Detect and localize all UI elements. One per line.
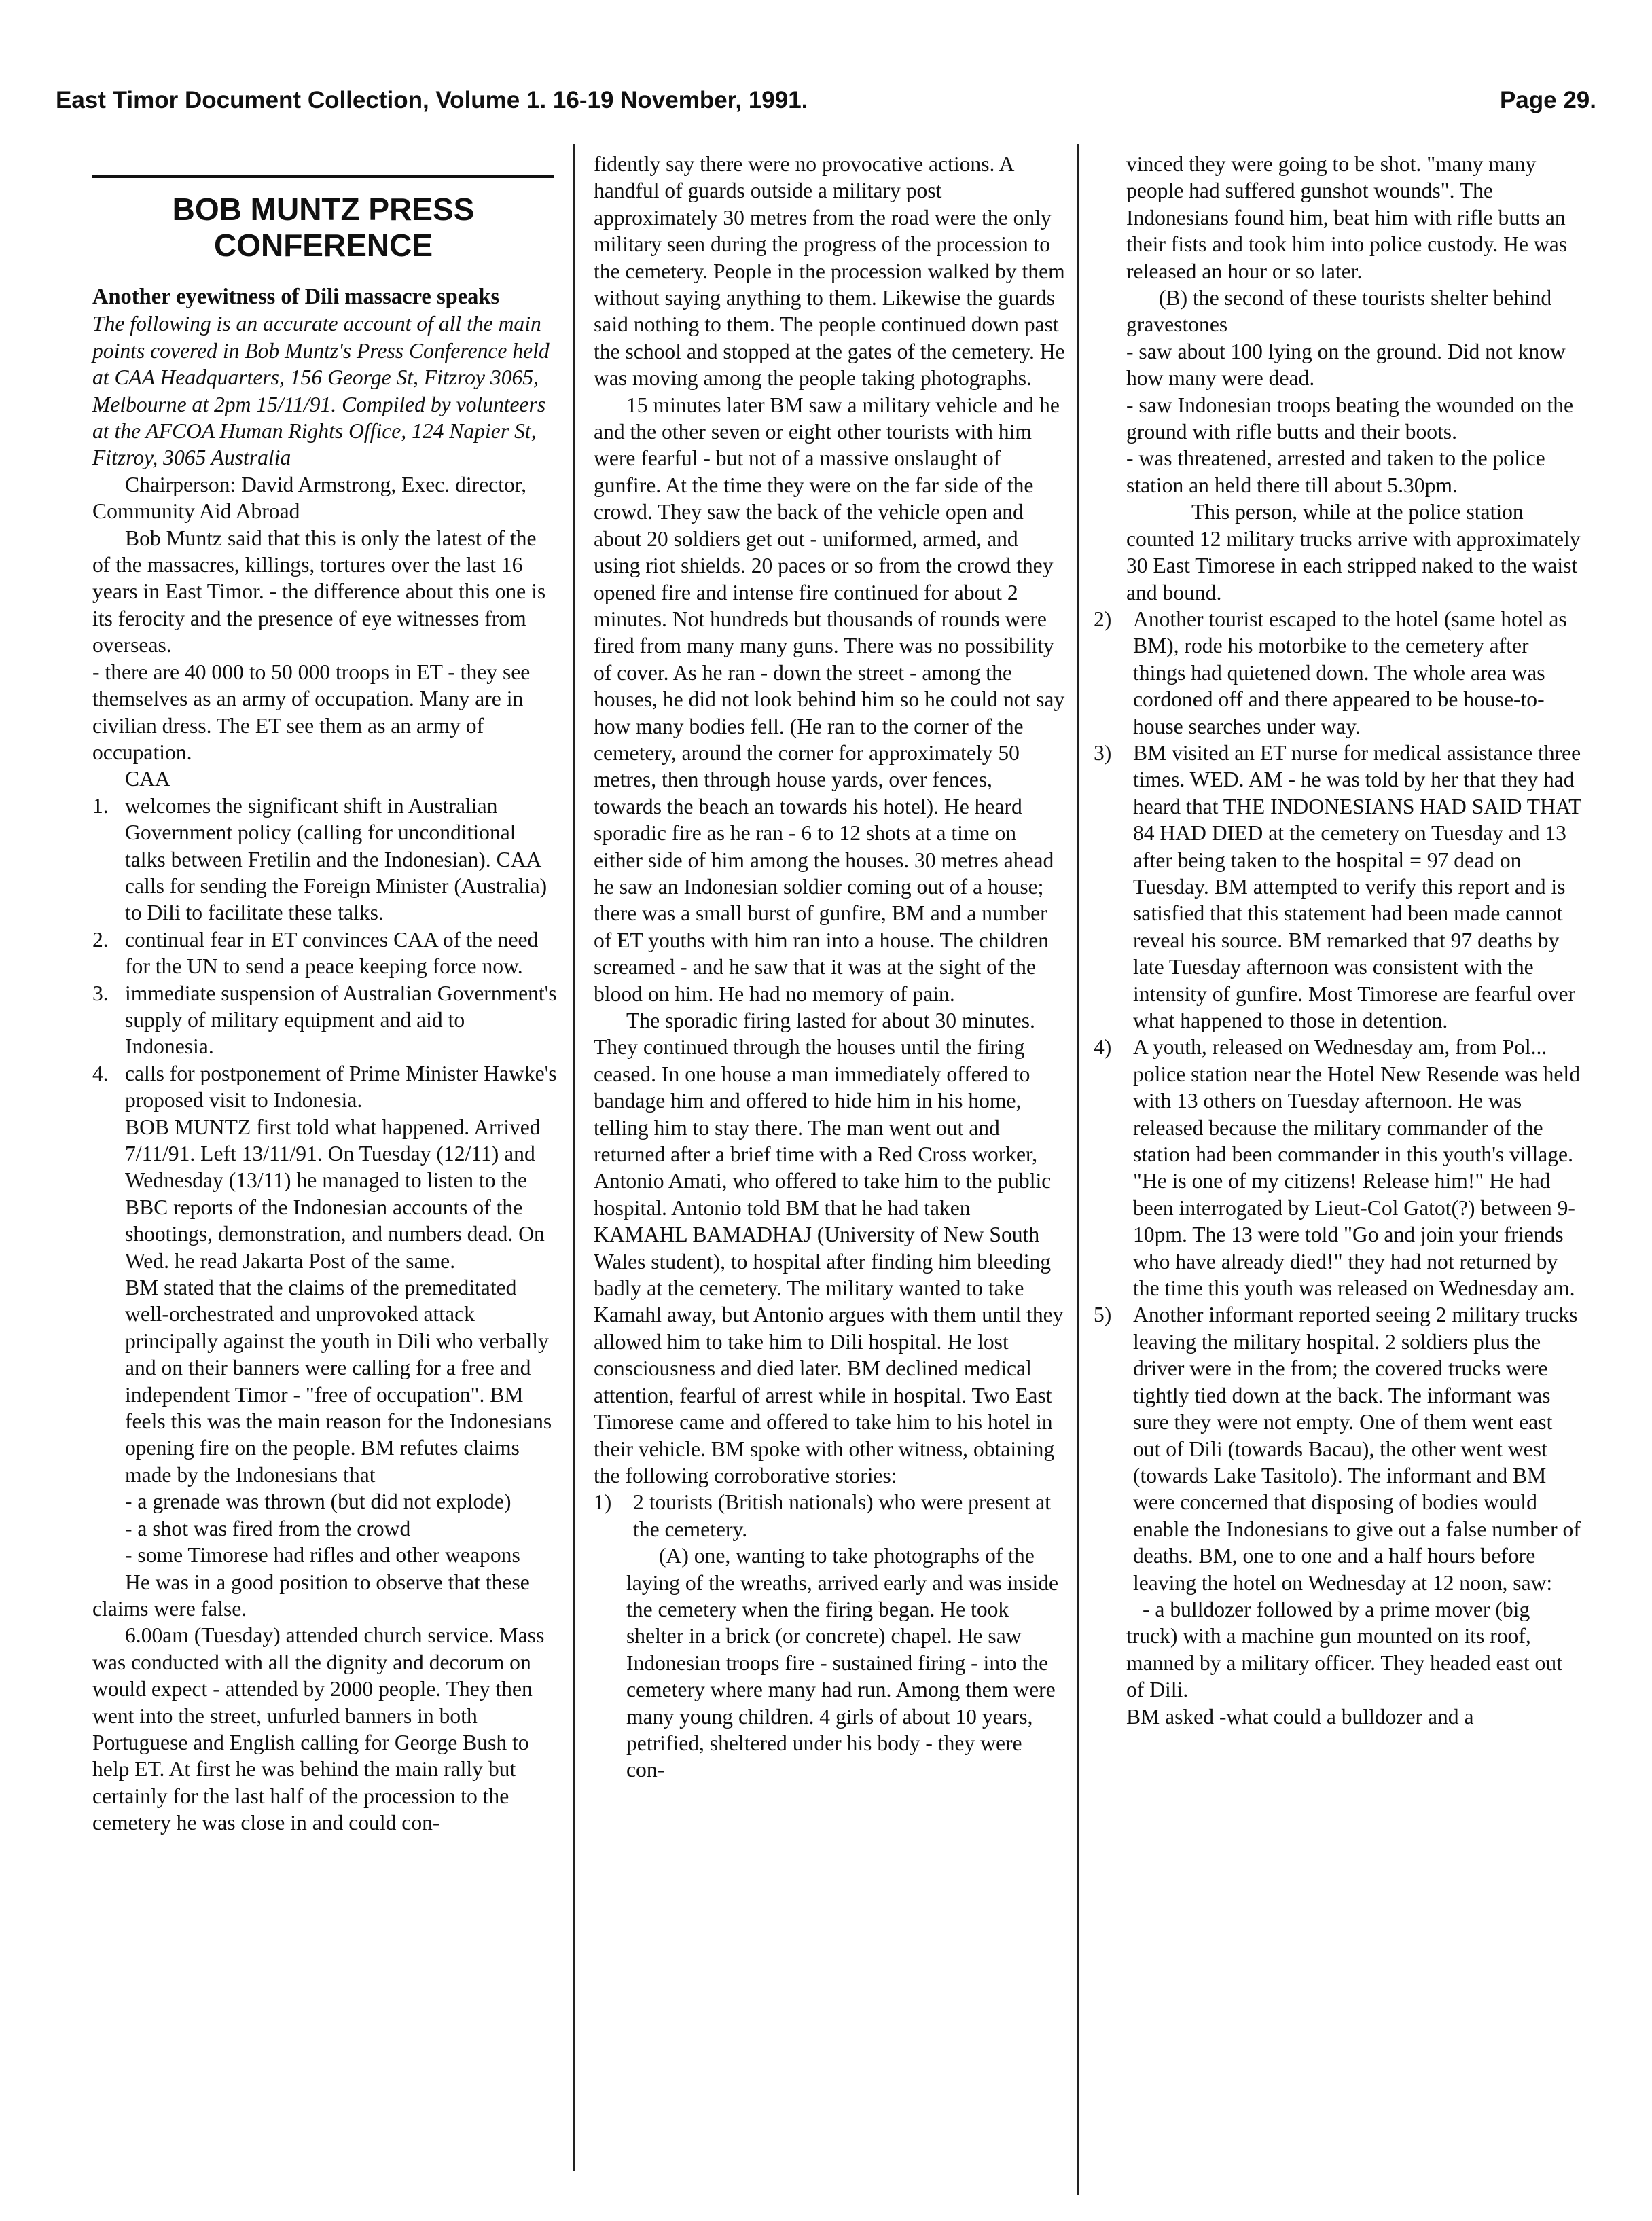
page-number: Page 29. (1499, 87, 1596, 113)
claim-item: - a shot was fired from the crowd (125, 1516, 411, 1540)
paragraph: BM asked -what could a bulldozer and a (1126, 1704, 1474, 1729)
list-text: Another tourist escaped to the hotel (same hotel as BM), rode his motorbike to the cemetery after things had quietened down. The whole area was cordoned off and there appeared to be house-to-house searches under way. (1133, 607, 1567, 738)
column-divider-left (573, 144, 575, 2171)
list-text: calls for postponement of Prime Minister Hawke's proposed visit to Indonesia. (125, 1061, 557, 1113)
paragraph: (A) one, wanting to take photographs of the laying of the wreaths, arrived early and was inside the cemetery when the firing began. He took shelter in a brick (or concrete) chapel. He saw Indonesian troops fire - sustained firing - into the cemetery where many had run. Among them were many young children. 4 girls of about 10 years, petrified, sheltered under his body - they were con- (626, 1544, 1059, 1782)
witness-list (594, 1489, 1065, 1542)
list-number: 4. (92, 1061, 109, 1085)
chairperson-line: Chairperson: David Armstrong, Exec. director, Community Aid Abroad (92, 472, 526, 524)
column-divider-right (1077, 144, 1079, 2195)
list-text: A youth, released on Wednesday am, from Pol... police station near the Hotel New Resende was held with 13 others on Tuesday afternoon. He was released because the military commander of the station had been commander in this youth's village. "He is one of my citizens! Release him!" He had been interrogated by Lieut-Col Gatot(?) between 9-10pm. The 13 were told "Go and join your friends who have already died!" they had not returned by the time this youth was released on Wednesday am. (1133, 1035, 1580, 1301)
list-item (92, 980, 558, 1060)
list-number: 3. (92, 981, 109, 1005)
list-number: 1. (92, 793, 109, 818)
witness-list-continued (1094, 606, 1583, 1596)
running-header (56, 80, 1596, 121)
paragraph: - there are 40 000 to 50 000 troops in ET - they see themselves as an army of occupation. Many are in civilian dress. The ET see them as an army of occupation. (92, 660, 531, 764)
column-1 (92, 284, 558, 1837)
claim-item: - a grenade was thrown (but did not explode) (125, 1489, 511, 1514)
caa-heading: CAA (125, 767, 170, 791)
list-item (594, 1489, 1065, 1542)
paragraph: BOB MUNTZ first told what happened. Arrived 7/11/91. Left 13/11/91. On Tuesday (12/11) and Wednesday (13/11) he managed to listen to the BBC reports of the Indonesian accounts of the shootings, demonstration, and numbers dead. On Wed. he read Jakarta Post of the same. (125, 1115, 545, 1273)
article-intro: The following is an accurate account of all the main points covered in Bob Muntz's Press Conference held at CAA Headquarters, 156 George St, Fitzroy 3065, Melbourne at 2pm 15/11/91. Compiled by volunteers at the AFCOA Human Rights Office, 124 Napier St, Fitzroy, 3065 Australia (92, 312, 550, 470)
observation-item: - was threatened, arrested and taken to the police station an held there till about 5.30pm. (1126, 446, 1545, 497)
list-text: 2 tourists (British nationals) who were present at the cemetery. (633, 1490, 1052, 1541)
list-text: continual fear in ET convinces CAA of the need for the UN to send a peace keeping force now. (125, 927, 539, 979)
article-title: BOB MUNTZ PRESS CONFERENCE (172, 192, 475, 263)
column-2 (594, 151, 1065, 1784)
claim-item: - some Timorese had rifles and other weapons (125, 1543, 520, 1568)
list-item (1094, 1034, 1583, 1301)
column-3 (1094, 151, 1583, 1730)
observation-item: - saw Indonesian troops beating the wounded on the ground with rifle butts and their boots. (1126, 393, 1574, 444)
list-item (1094, 740, 1583, 1034)
paragraph: (B) the second of these tourists shelter behind gravestones (1126, 286, 1552, 337)
list-number: 2) (1094, 607, 1112, 631)
list-item (1094, 606, 1583, 740)
list-number: 3) (1094, 740, 1112, 765)
list-text: welcomes the significant shift in Australian Government policy (calling for unconditional talks between Fretilin and the Indonesian). CAA calls for sending the Foreign Minister (Australia) to Dili to facilitate these talks. (125, 793, 547, 925)
title-rule (92, 175, 554, 178)
collection-title: East Timor Document Collection, Volume 1. 16-19 November, 1991. (56, 87, 808, 113)
paragraph: BM stated that the claims of the premeditated well-orchestrated and unprovoked attack principally against the youth in Dili who verbally and on their banners were calling for a free and independent Timor - "free of occupation". BM feels this was the main reason for the Indonesians opening fire on the people. BM refutes claims made by the Indonesians that (125, 1276, 552, 1487)
list-item (92, 926, 558, 980)
list-number: 2. (92, 927, 109, 952)
list-number: 4) (1094, 1035, 1112, 1060)
article-subtitle: Another eyewitness of Dili massacre speaks (92, 285, 500, 309)
list-text: Another informant reported seeing 2 military trucks leaving the military hospital. 2 soldiers plus the driver were in the from; the covered trucks were tightly tied down at the back. The informant was sure they were not empty. One of them went east out of Dili (towards Bacau), the other went west (towards Lake Tasitolo). The informant and BM were concerned that disposing of bodies would enable the Indonesians to give out a false number of deaths. BM, one to one and a half hours before leaving the hotel on Wednesday at 12 noon, saw: (1133, 1303, 1581, 1595)
paragraph: vinced they were going to be shot. "many many people had suffered gunshot wounds". The Indonesians found him, beat him with rifle butts an their fists and took him into police custody. He was released an hour or so later. (1126, 152, 1568, 283)
paragraph: 6.00am (Tuesday) attended church service. Mass was conducted with all the dignity and decorum on would expect - attended by 2000 people. They then went into the street, unfurled banners in both Portuguese and English calling for George Bush to help ET. At first he was behind the main rally but certainly for the last half of the procession to the cemetery he was close in and could con- (92, 1623, 545, 1835)
caa-demands-list (92, 793, 558, 1114)
paragraph: Bob Muntz said that this is only the latest of the of the massacres, killings, tortures over the last 16 years in East Timor. - the difference about this one is its ferocity and the presence of eye witnesses from overseas. (92, 526, 546, 657)
list-number: 1) (594, 1490, 612, 1515)
paragraph: The sporadic firing lasted for about 30 minutes. They continued through the houses until the firing ceased. In one house a man immediately offered to bandage him and offered to hide him in his home, telling him to stay there. The man went out and returned after a brief time with a Red Cross worker, Antonio Amati, who offered to take him to the public hospital. Antonio told BM that he had taken KAMAHL BAMADHAJ (University of New South Wales student), to hospital after finding him bleeding badly at the cemetery. The military wanted to take Kamahl away, but Antonio argues with them until they allowed him to take him to Dili hospital. He lost consciousness and died later. BM declined medical attention, fearful of arrest while in hospital. Two East Timorese came and offered to take him to his hotel in their vehicle. BM spoke with other witness, obtaining the following corroborative stories: (594, 1009, 1064, 1487)
list-item (92, 793, 558, 926)
list-item (92, 1060, 558, 1114)
paragraph: 15 minutes later BM saw a military vehicle and he and the other seven or eight other tourists with him were fearful - but not of a massive onslaught of gunfire. At the time they were on the far side of the crowd. They saw the back of the vehicle open and about 20 soldiers get out - uniformed, armed, and using riot shields. 20 paces or so from the crowd they opened fire and intense fire continued for about 2 minutes. Not hundreds but thousands of rounds were fired from many many guns. There was no possibility of cover. As he ran - down the street - among the houses, he did not look behind him so he could not say how many bodies fell. (He ran to the corner of the cemetery, around the corner for approximately 50 metres, then through house yards, over fences, towards the beach an towards his hotel). He heard sporadic fire as he ran - 6 to 12 shots at a time on either side of him among the houses. 30 metres ahead he saw an Indonesian soldier coming out of a house; there was a small burst of gunfire, BM and a number of ET youths with him ran into a house. The children screamed - and he saw that it was at the sight of the blood on him. He had no memory of pain. (594, 393, 1065, 1006)
list-text: BM visited an ET nurse for medical assistance three times. WED. AM - he was told by her that they had heard that THE INDONESIANS HAD SAID THAT 84 HAD DIED at the cemetery on Tuesday and 13 after being taken to the hospital = 97 dead on Tuesday. BM attempted to verify this report and is satisfied that this statement had been made cannot reveal his source. BM remarked that 97 deaths by late Tuesday afternoon was consistent with the intensity of gunfire. Most Timorese are fearful over what happened to those in detention. (1133, 740, 1581, 1032)
list-text: immediate suspension of Australian Government's supply of military equipment and aid to Indonesia. (125, 981, 557, 1059)
paragraph: He was in a good position to observe that these claims were false. (92, 1570, 530, 1621)
observation-item: - saw about 100 lying on the ground. Did not know how many were dead. (1126, 339, 1566, 391)
list-number: 5) (1094, 1303, 1112, 1327)
list-item (1094, 1301, 1583, 1595)
paragraph: This person, while at the police station counted 12 military trucks arrive with approximately 30 East Timorese in each stripped naked to the waist and bound. (1126, 500, 1581, 604)
paragraph: - a bulldozer followed by a prime mover (big truck) with a machine gun mounted on its roof, manned by a military officer. They headed east out of Dili. (1126, 1597, 1562, 1702)
paragraph: fidently say there were no provocative actions. A handful of guards outside a military post approximately 30 metres from the road were the only military seen during the progress of the procession to the cemetery. People in the procession walked by them without saying anything to them. Likewise the guards said nothing to them. The people continued down past the school and stopped at the gates of the cemetery. He was moving among the people taking photographs. (594, 152, 1065, 391)
